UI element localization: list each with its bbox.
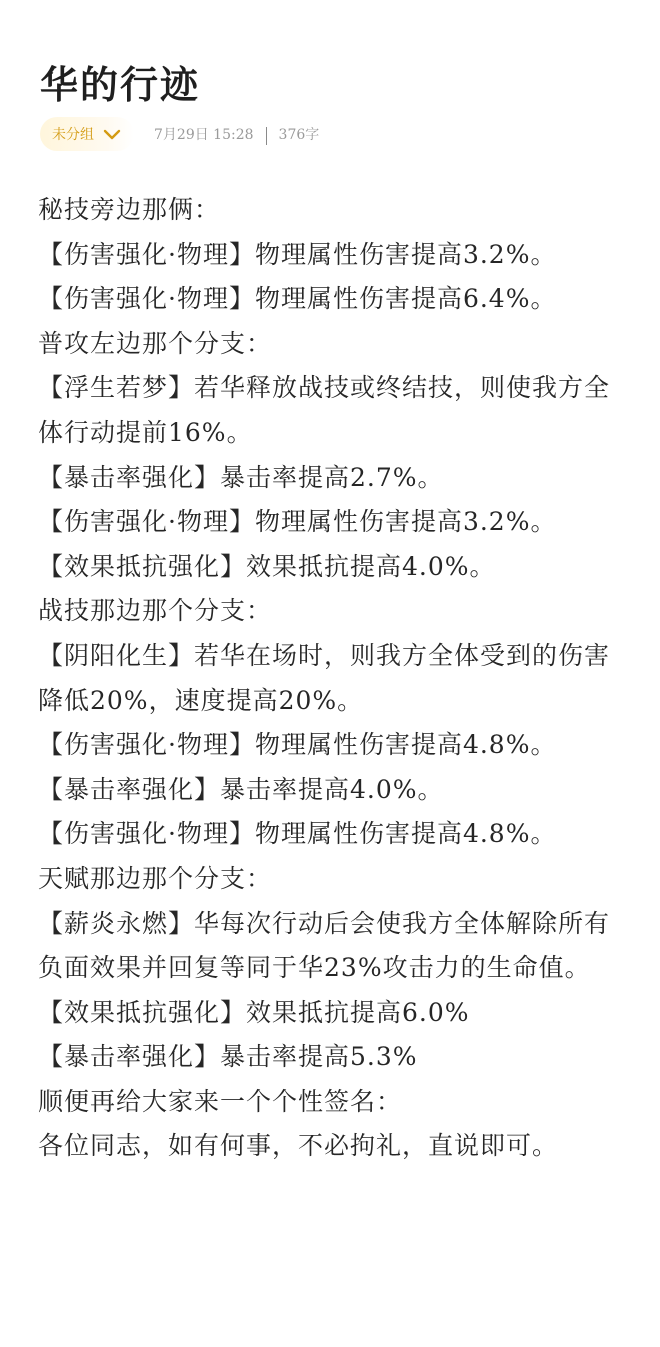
body-line: 【暴击率强化】暴击率提高2.7%。: [38, 462, 444, 492]
body-line: 【阴阳化生】若华在场时，则我方全体受到的伤害降低20%，速度提高20%。: [38, 640, 611, 715]
note-meta: [40, 116, 319, 152]
body-line: 【伤害强化·物理】物理属性伤害提高6.4%。: [38, 284, 557, 314]
folder-selector[interactable]: [40, 117, 134, 151]
body-line: 【浮生若梦】若华释放战技或终结技，则使我方全体行动提前16%。: [38, 373, 611, 447]
note-title[interactable]: 华的行迹: [40, 62, 201, 107]
body-line: 【暴击率强化】暴击率提高4.0%。: [38, 774, 444, 804]
meta-divider: [266, 127, 267, 145]
word-count: 376字: [278, 127, 320, 143]
body-line: 【暴击率强化】暴击率提高5.3%: [38, 1042, 418, 1072]
body-line: 战技那边那个分支：: [38, 596, 273, 626]
chevron-down-icon: [102, 124, 122, 144]
body-line: 天赋那边那个分支：: [38, 863, 273, 893]
body-line: 【伤害强化·物理】物理属性伤害提高4.8%。: [38, 819, 557, 849]
body-line: 【伤害强化·物理】物理属性伤害提高3.2%。: [38, 239, 557, 269]
body-line: 各位同志，如有何事，不必拘礼，直说即可。: [38, 1131, 559, 1161]
body-line: 顺便再给大家来一个个性签名：: [38, 1086, 403, 1116]
body-line: 普攻左边那个分支：: [38, 328, 273, 358]
body-line: 【薪炎永燃】华每次行动后会使我方全体解除所有负面效果并回复等同于华23%攻击力的生命值。: [38, 908, 611, 983]
note-body[interactable]: [38, 188, 628, 1169]
body-line: 秘技旁边那俩：: [38, 195, 221, 224]
folder-label: 未分组: [52, 127, 94, 143]
body-line: 【伤害强化·物理】物理属性伤害提高4.8%。: [38, 730, 557, 760]
body-line: 【效果抵抗强化】效果抵抗提高6.0%: [38, 997, 470, 1027]
note-date: 7月29日 15:28: [154, 127, 254, 143]
body-line: 【效果抵抗强化】效果抵抗提高4.0%。: [38, 551, 496, 581]
body-line: 【伤害强化·物理】物理属性伤害提高3.2%。: [38, 507, 557, 537]
